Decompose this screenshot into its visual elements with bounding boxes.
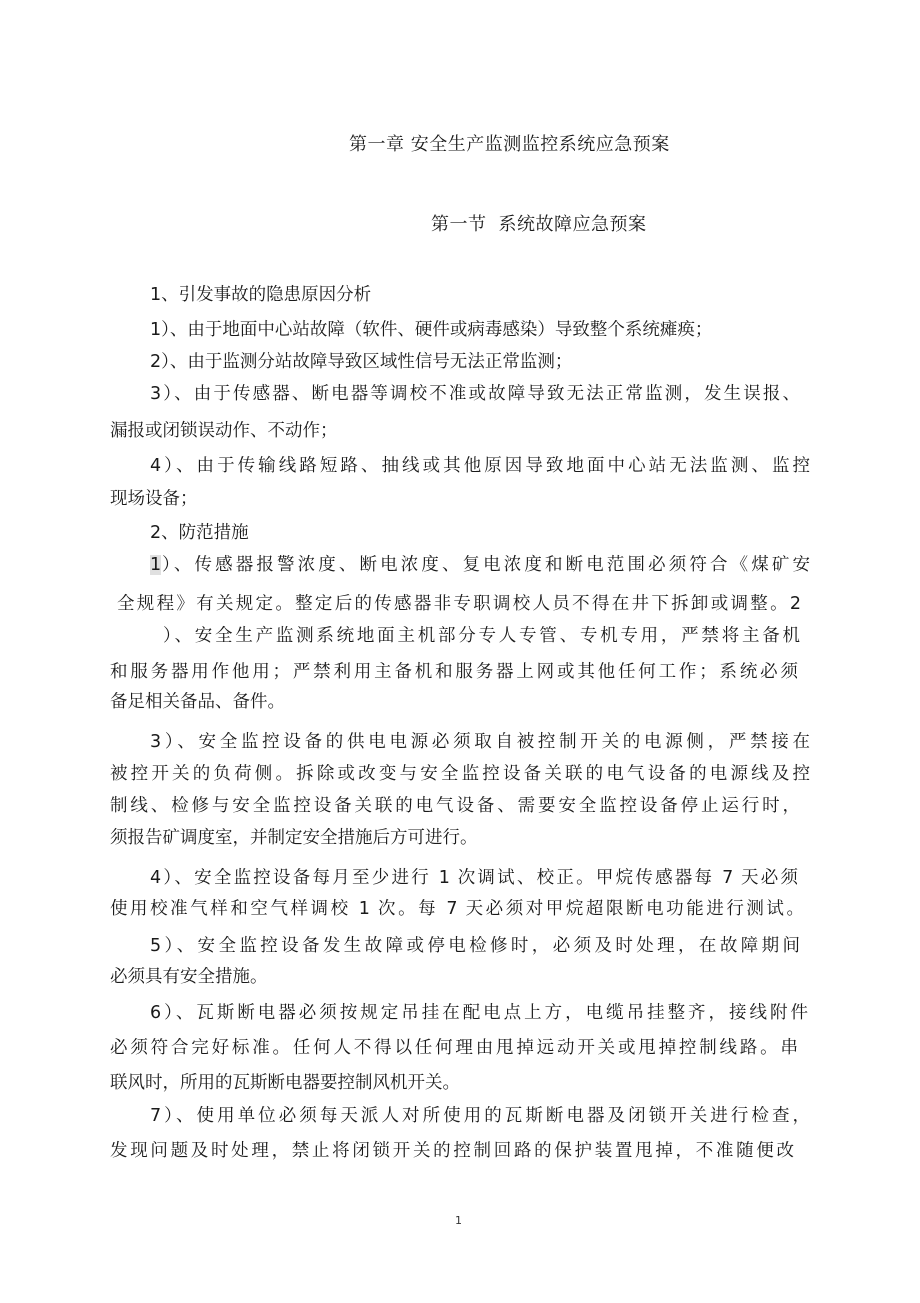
paragraph-line: 7）、使用单位必须每天派人对所使用的瓦斯断电器及闭锁开关进行检查， <box>150 1106 810 1126</box>
paragraph-line: 须报告矿调度室，并制定安全措施后方可进行。 <box>110 828 478 848</box>
section-title <box>431 210 647 236</box>
paragraph-line: 和服务器用作他用；严禁利用主备机和服务器上网或其他任何工作；系统必须 <box>110 662 798 682</box>
paragraph-line: ）、传感器报警浓度、断电浓度、复电浓度和断电范围必须符合《煤矿安 <box>162 555 810 575</box>
paragraph-line: 使用校准气样和空气样调校 1 次。每 7 天必须对甲烷超限断电功能进行测试。 <box>110 899 804 919</box>
section-name: 系统故障应急预案 <box>498 214 647 235</box>
paragraph-line: 必须具有安全措施。 <box>110 967 268 987</box>
highlighted-number: 1 <box>150 555 162 575</box>
paragraph-line: 3）、安全监控设备的供电电源必须取自被控制开关的电源侧，严禁接在 <box>150 732 810 752</box>
paragraph-line: 1）、由于地面中心站故障（软件、硬件或病毒感染）导致整个系统瘫痪； <box>150 320 713 340</box>
paragraph-line: 6）、瓦斯断电器必须按规定吊挂在配电点上方，电缆吊挂整齐，接线附件 <box>150 1003 808 1023</box>
paragraph-line: 5）、安全监控设备发生故障或停电检修时，必须及时处理，在故障期间 <box>150 936 800 956</box>
paragraph-line: 被控开关的负荷侧。拆除或改变与安全监控设备关联的电气设备的电源线及控 <box>110 764 810 784</box>
chapter-title: 第一章 安全生产监测监控系统应急预案 <box>349 134 670 155</box>
paragraph-line: 4）、由于传输线路短路、抽线或其他原因导致地面中心站无法监测、监控 <box>150 456 810 476</box>
paragraph-line: 备足相关备品、备件。 <box>110 692 285 712</box>
paragraph-line: 现场设备； <box>110 489 198 509</box>
paragraph-line: 4）、安全监控设备每月至少进行 1 次调试、校正。甲烷传感器每 7 天必须 <box>150 868 798 888</box>
paragraph-line: ）、安全生产监测系统地面主机部分专人专管、专机专用，严禁将主备机 <box>163 626 800 646</box>
paragraph-line: 漏报或闭锁误动作、不动作； <box>110 421 338 441</box>
paragraph-line: 3）、由于传感器、断电器等调校不准或故障导致无法正常监测，发生误报、 <box>150 384 800 404</box>
paragraph-line: 必须符合完好标准。任何人不得以任何理由甩掉远动开关或甩掉控制线路。串 <box>110 1038 798 1058</box>
paragraph-line: 制线、检修与安全监控设备关联的电气设备、需要安全监控设备停止运行时， <box>110 796 800 816</box>
page-number: 1 <box>455 1214 462 1227</box>
section-number: 第一节 <box>431 214 487 235</box>
paragraph-line <box>150 553 161 577</box>
paragraph-line: 2）、由于监测分站故障导致区域性信号无法正常监测； <box>150 352 573 372</box>
paragraph-line: 联风时，所用的瓦斯断电器要控制风机开关。 <box>110 1073 460 1093</box>
heading-hazard-analysis: 1、引发事故的隐患原因分析 <box>150 285 372 305</box>
heading-preventive-measures: 2、防范措施 <box>150 523 249 543</box>
paragraph-line: 发现问题及时处理，禁止将闭锁开关的控制回路的保护装置甩掉，不准随便改 <box>110 1141 794 1161</box>
paragraph-line: 全规程》有关规定。整定后的传感器非专职调校人员不得在井下拆卸或调整。2 <box>117 594 801 614</box>
